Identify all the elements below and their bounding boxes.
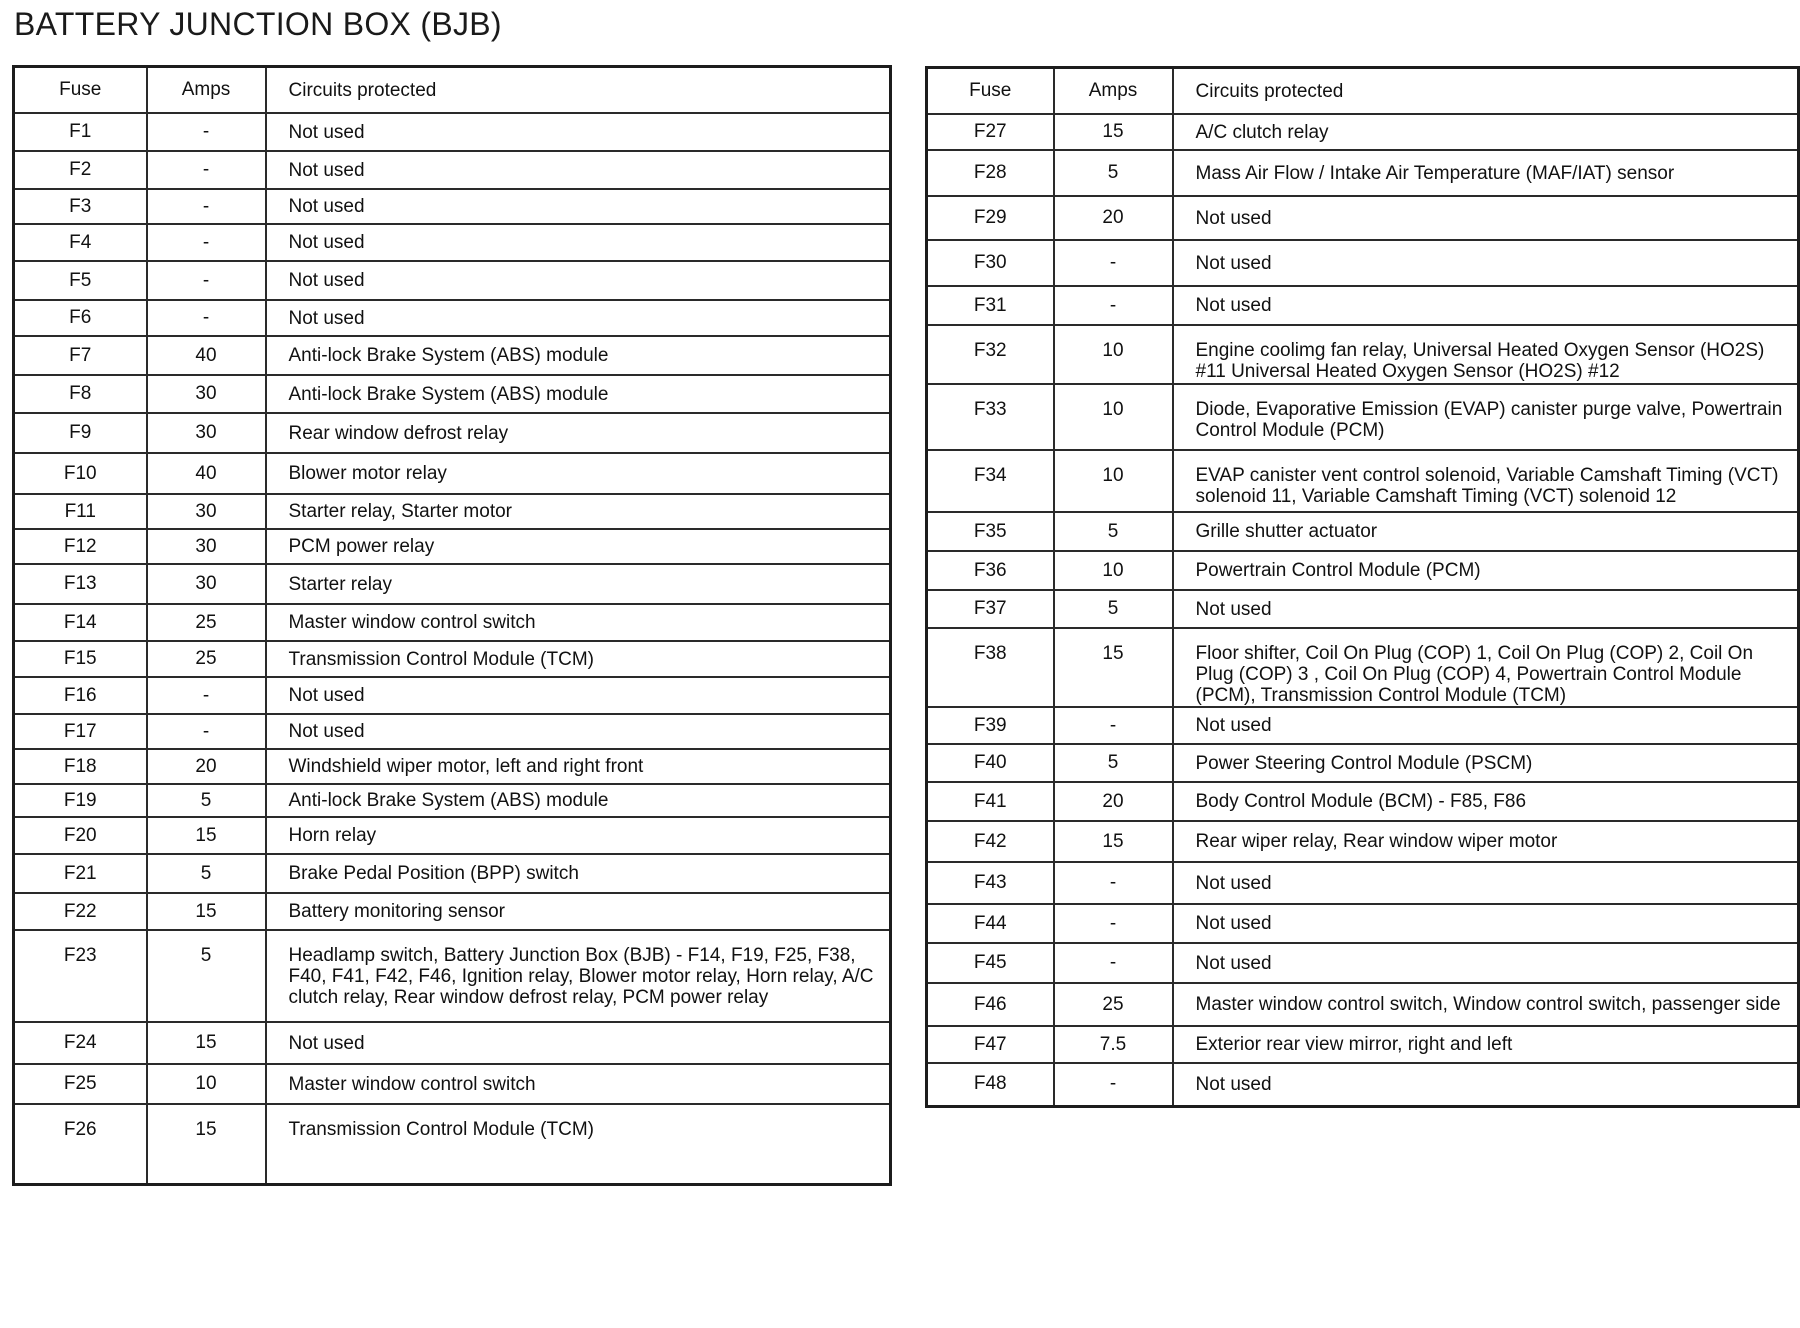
fuse-circuits: EVAP canister vent control solenoid, Variable Camshaft Timing (VCT) solenoid 11, Variable Camshaft Timing (VCT) solenoid 12 [1173,450,1799,512]
fuse-circuits: Headlamp switch, Battery Junction Box (BJB) - F14, F19, F25, F38, F40, F41, F42, F46, Ignition relay, Blower motor relay, Horn relay, A/C clutch relay, Rear window defrost relay, PCM power relay [266,930,891,1022]
fuse-id: F29 [927,196,1054,240]
fuse-circuits: Not used [266,189,891,224]
fuse-id: F15 [14,641,147,677]
fuse-amps: 20 [1054,196,1173,240]
table-row [14,749,891,784]
fuse-circuits: Master window control switch [266,604,891,641]
table-row [14,375,891,413]
fuse-amps: 5 [1054,512,1173,551]
table-row [927,325,1799,384]
header-amps: Amps [147,67,266,114]
table-row [14,893,891,930]
fuse-id: F31 [927,286,1054,325]
fuse-amps: 20 [1054,782,1173,821]
fuse-id: F38 [927,628,1054,707]
fuse-circuits: Powertrain Control Module (PCM) [1173,551,1799,590]
fuse-circuits: Blower motor relay [266,453,891,494]
fuse-amps: - [1054,943,1173,983]
fuse-id: F27 [927,114,1054,150]
fuse-circuits: Not used [266,300,891,336]
fuse-id: F19 [14,784,147,817]
fuse-circuits: Not used [1173,240,1799,286]
fuse-amps: 30 [147,529,266,564]
fuse-amps: 10 [1054,384,1173,450]
fuse-circuits: Diode, Evaporative Emission (EVAP) canister purge valve, Powertrain Control Module (PCM) [1173,384,1799,450]
fuse-amps: 15 [1054,114,1173,150]
fuse-amps: 30 [147,494,266,529]
table-row [927,862,1799,904]
fuse-id: F24 [14,1022,147,1064]
fuse-amps: 5 [1054,590,1173,628]
fuse-amps: 40 [147,336,266,375]
fuse-id: F7 [14,336,147,375]
table-row [14,817,891,854]
fuse-circuits: Exterior rear view mirror, right and left [1173,1026,1799,1063]
fuse-id: F23 [14,930,147,1022]
fuse-id: F45 [927,943,1054,983]
fuse-id: F14 [14,604,147,641]
table-row [14,261,891,300]
fuse-id: F9 [14,413,147,453]
header-row [14,67,891,114]
table-row [14,224,891,261]
fuse-circuits: Anti-lock Brake System (ABS) module [266,784,891,817]
table-row [927,744,1799,782]
fuse-amps: - [147,677,266,714]
fuse-amps: 10 [1054,325,1173,384]
header-row [927,68,1799,115]
table-row [927,1026,1799,1063]
table-row [927,384,1799,450]
fuse-id: F12 [14,529,147,564]
fuse-id: F21 [14,854,147,893]
fuse-circuits: Transmission Control Module (TCM) [266,1104,891,1184]
fuse-circuits: Not used [266,1022,891,1064]
fuse-id: F3 [14,189,147,224]
table-row [14,113,891,151]
fuse-circuits: Not used [266,677,891,714]
fuse-circuits: Anti-lock Brake System (ABS) module [266,375,891,413]
fuse-circuits: PCM power relay [266,529,891,564]
table-row [14,564,891,604]
fuse-circuits: Windshield wiper motor, left and right front [266,749,891,784]
fuse-amps: 30 [147,564,266,604]
fuse-circuits: Not used [1173,943,1799,983]
fuse-amps: 10 [147,1064,266,1104]
header-circuits: Circuits protected [1173,68,1799,115]
table-row [14,413,891,453]
table-row [927,983,1799,1026]
fuse-id: F22 [14,893,147,930]
page-title: BATTERY JUNCTION BOX (BJB) [14,6,502,42]
fuse-id: F13 [14,564,147,604]
fuse-circuits: Body Control Module (BCM) - F85, F86 [1173,782,1799,821]
table-row [14,641,891,677]
fuse-circuits: Horn relay [266,817,891,854]
fuse-amps: 30 [147,413,266,453]
fuse-amps: 25 [147,604,266,641]
fuse-circuits: Not used [266,714,891,749]
fuse-circuits: Not used [1173,862,1799,904]
fuse-amps: 10 [1054,450,1173,512]
fuse-circuits: Starter relay [266,564,891,604]
table-row [14,677,891,714]
fuse-amps: - [1054,240,1173,286]
table-row [14,604,891,641]
fuse-amps: - [147,113,266,151]
fuse-id: F16 [14,677,147,714]
fuse-amps: 25 [147,641,266,677]
fuse-amps: - [1054,862,1173,904]
header-amps: Amps [1054,68,1173,115]
table-row [927,240,1799,286]
table-row [927,286,1799,325]
fuse-circuits: Engine coolimg fan relay, Universal Heated Oxygen Sensor (HO2S) #11 Universal Heated Oxygen Sensor (HO2S) #12 [1173,325,1799,384]
table-row [14,453,891,494]
fuse-id: F34 [927,450,1054,512]
fuse-id: F43 [927,862,1054,904]
table-row [14,494,891,529]
fuse-id: F18 [14,749,147,784]
fuse-id: F25 [14,1064,147,1104]
table-row [14,1104,891,1184]
fuse-circuits: Not used [1173,707,1799,744]
fuse-amps: 5 [147,930,266,1022]
fuse-amps: 10 [1054,551,1173,590]
table-row [14,854,891,893]
fuse-circuits: Power Steering Control Module (PSCM) [1173,744,1799,782]
fuse-id: F47 [927,1026,1054,1063]
fuse-amps: 15 [147,1022,266,1064]
table-row [927,943,1799,983]
fuse-amps: 20 [147,749,266,784]
fuse-amps: - [1054,1063,1173,1106]
fuse-amps: 7.5 [1054,1026,1173,1063]
fuse-amps: 30 [147,375,266,413]
fuse-id: F48 [927,1063,1054,1106]
fuse-amps: - [1054,707,1173,744]
fuse-id: F6 [14,300,147,336]
fuse-amps: 15 [147,893,266,930]
table-row [14,300,891,336]
fuse-id: F32 [927,325,1054,384]
fuse-id: F30 [927,240,1054,286]
table-row [927,904,1799,943]
fuse-circuits: Floor shifter, Coil On Plug (COP) 1, Coil On Plug (COP) 2, Coil On Plug (COP) 3 , Coil On Plug (COP) 4, Powertrain Control Module (PCM), Transmission Control Module (TCM) [1173,628,1799,707]
fuse-amps: 5 [147,854,266,893]
fuse-amps: 5 [147,784,266,817]
table-row [927,551,1799,590]
fuse-amps: - [1054,904,1173,943]
fuse-circuits: Not used [1173,196,1799,240]
table-row [927,114,1799,150]
table-row [927,628,1799,707]
header-circuits: Circuits protected [266,67,891,114]
fuse-amps: - [147,224,266,261]
table-row [14,529,891,564]
fuse-circuits: Not used [1173,286,1799,325]
fuse-id: F44 [927,904,1054,943]
fuse-id: F26 [14,1104,147,1184]
table-row [14,1064,891,1104]
fuse-circuits: Rear wiper relay, Rear window wiper motor [1173,821,1799,862]
fuse-id: F33 [927,384,1054,450]
fuse-id: F39 [927,707,1054,744]
fuse-table-right [925,66,1800,1108]
table-row [927,450,1799,512]
fuse-circuits: Battery monitoring sensor [266,893,891,930]
fuse-amps: 5 [1054,744,1173,782]
fuse-amps: 40 [147,453,266,494]
fuse-amps: - [147,151,266,189]
fuse-id: F37 [927,590,1054,628]
table-row [927,150,1799,196]
fuse-amps: 15 [1054,821,1173,862]
table-row [14,336,891,375]
table-row [14,1022,891,1064]
fuse-circuits: Not used [266,224,891,261]
fuse-id: F46 [927,983,1054,1026]
fuse-id: F10 [14,453,147,494]
table-row [927,1063,1799,1106]
fuse-circuits: Starter relay, Starter motor [266,494,891,529]
fuse-id: F2 [14,151,147,189]
fuse-amps: 15 [147,1104,266,1184]
table-row [14,189,891,224]
fuse-id: F4 [14,224,147,261]
fuse-circuits: Not used [266,113,891,151]
table-row [927,821,1799,862]
fuse-id: F28 [927,150,1054,196]
fuse-circuits: Not used [266,261,891,300]
fuse-amps: 25 [1054,983,1173,1026]
fuse-id: F8 [14,375,147,413]
table-row [927,590,1799,628]
table-row [927,512,1799,551]
fuse-id: F42 [927,821,1054,862]
fuse-amps: - [147,261,266,300]
fuse-amps: 15 [1054,628,1173,707]
fuse-circuits: Rear window defrost relay [266,413,891,453]
fuse-circuits: Not used [1173,1063,1799,1106]
table-row [14,714,891,749]
fuse-id: F17 [14,714,147,749]
fuse-id: F11 [14,494,147,529]
fuse-circuits: Transmission Control Module (TCM) [266,641,891,677]
fuse-circuits: Not used [1173,904,1799,943]
table-row [14,151,891,189]
fuse-table-left [12,65,892,1186]
fuse-amps: - [147,714,266,749]
table-row [14,784,891,817]
fuse-id: F41 [927,782,1054,821]
fuse-amps: 15 [147,817,266,854]
fuse-id: F40 [927,744,1054,782]
header-fuse: Fuse [14,67,147,114]
table-row [927,196,1799,240]
table-row [927,707,1799,744]
fuse-id: F1 [14,113,147,151]
fuse-circuits: Not used [266,151,891,189]
fuse-circuits: Brake Pedal Position (BPP) switch [266,854,891,893]
fuse-circuits: Anti-lock Brake System (ABS) module [266,336,891,375]
fuse-circuits: A/C clutch relay [1173,114,1799,150]
header-fuse: Fuse [927,68,1054,115]
fuse-amps: - [1054,286,1173,325]
fuse-amps: - [147,300,266,336]
table-row [927,782,1799,821]
fuse-circuits: Mass Air Flow / Intake Air Temperature (MAF/IAT) sensor [1173,150,1799,196]
fuse-id: F35 [927,512,1054,551]
table-row [14,930,891,1022]
fuse-amps: 5 [1054,150,1173,196]
fuse-id: F5 [14,261,147,300]
fuse-circuits: Master window control switch [266,1064,891,1104]
fuse-circuits: Master window control switch, Window control switch, passenger side [1173,983,1799,1026]
fuse-circuits: Grille shutter actuator [1173,512,1799,551]
fuse-circuits: Not used [1173,590,1799,628]
fuse-id: F36 [927,551,1054,590]
fuse-id: F20 [14,817,147,854]
fuse-amps: - [147,189,266,224]
